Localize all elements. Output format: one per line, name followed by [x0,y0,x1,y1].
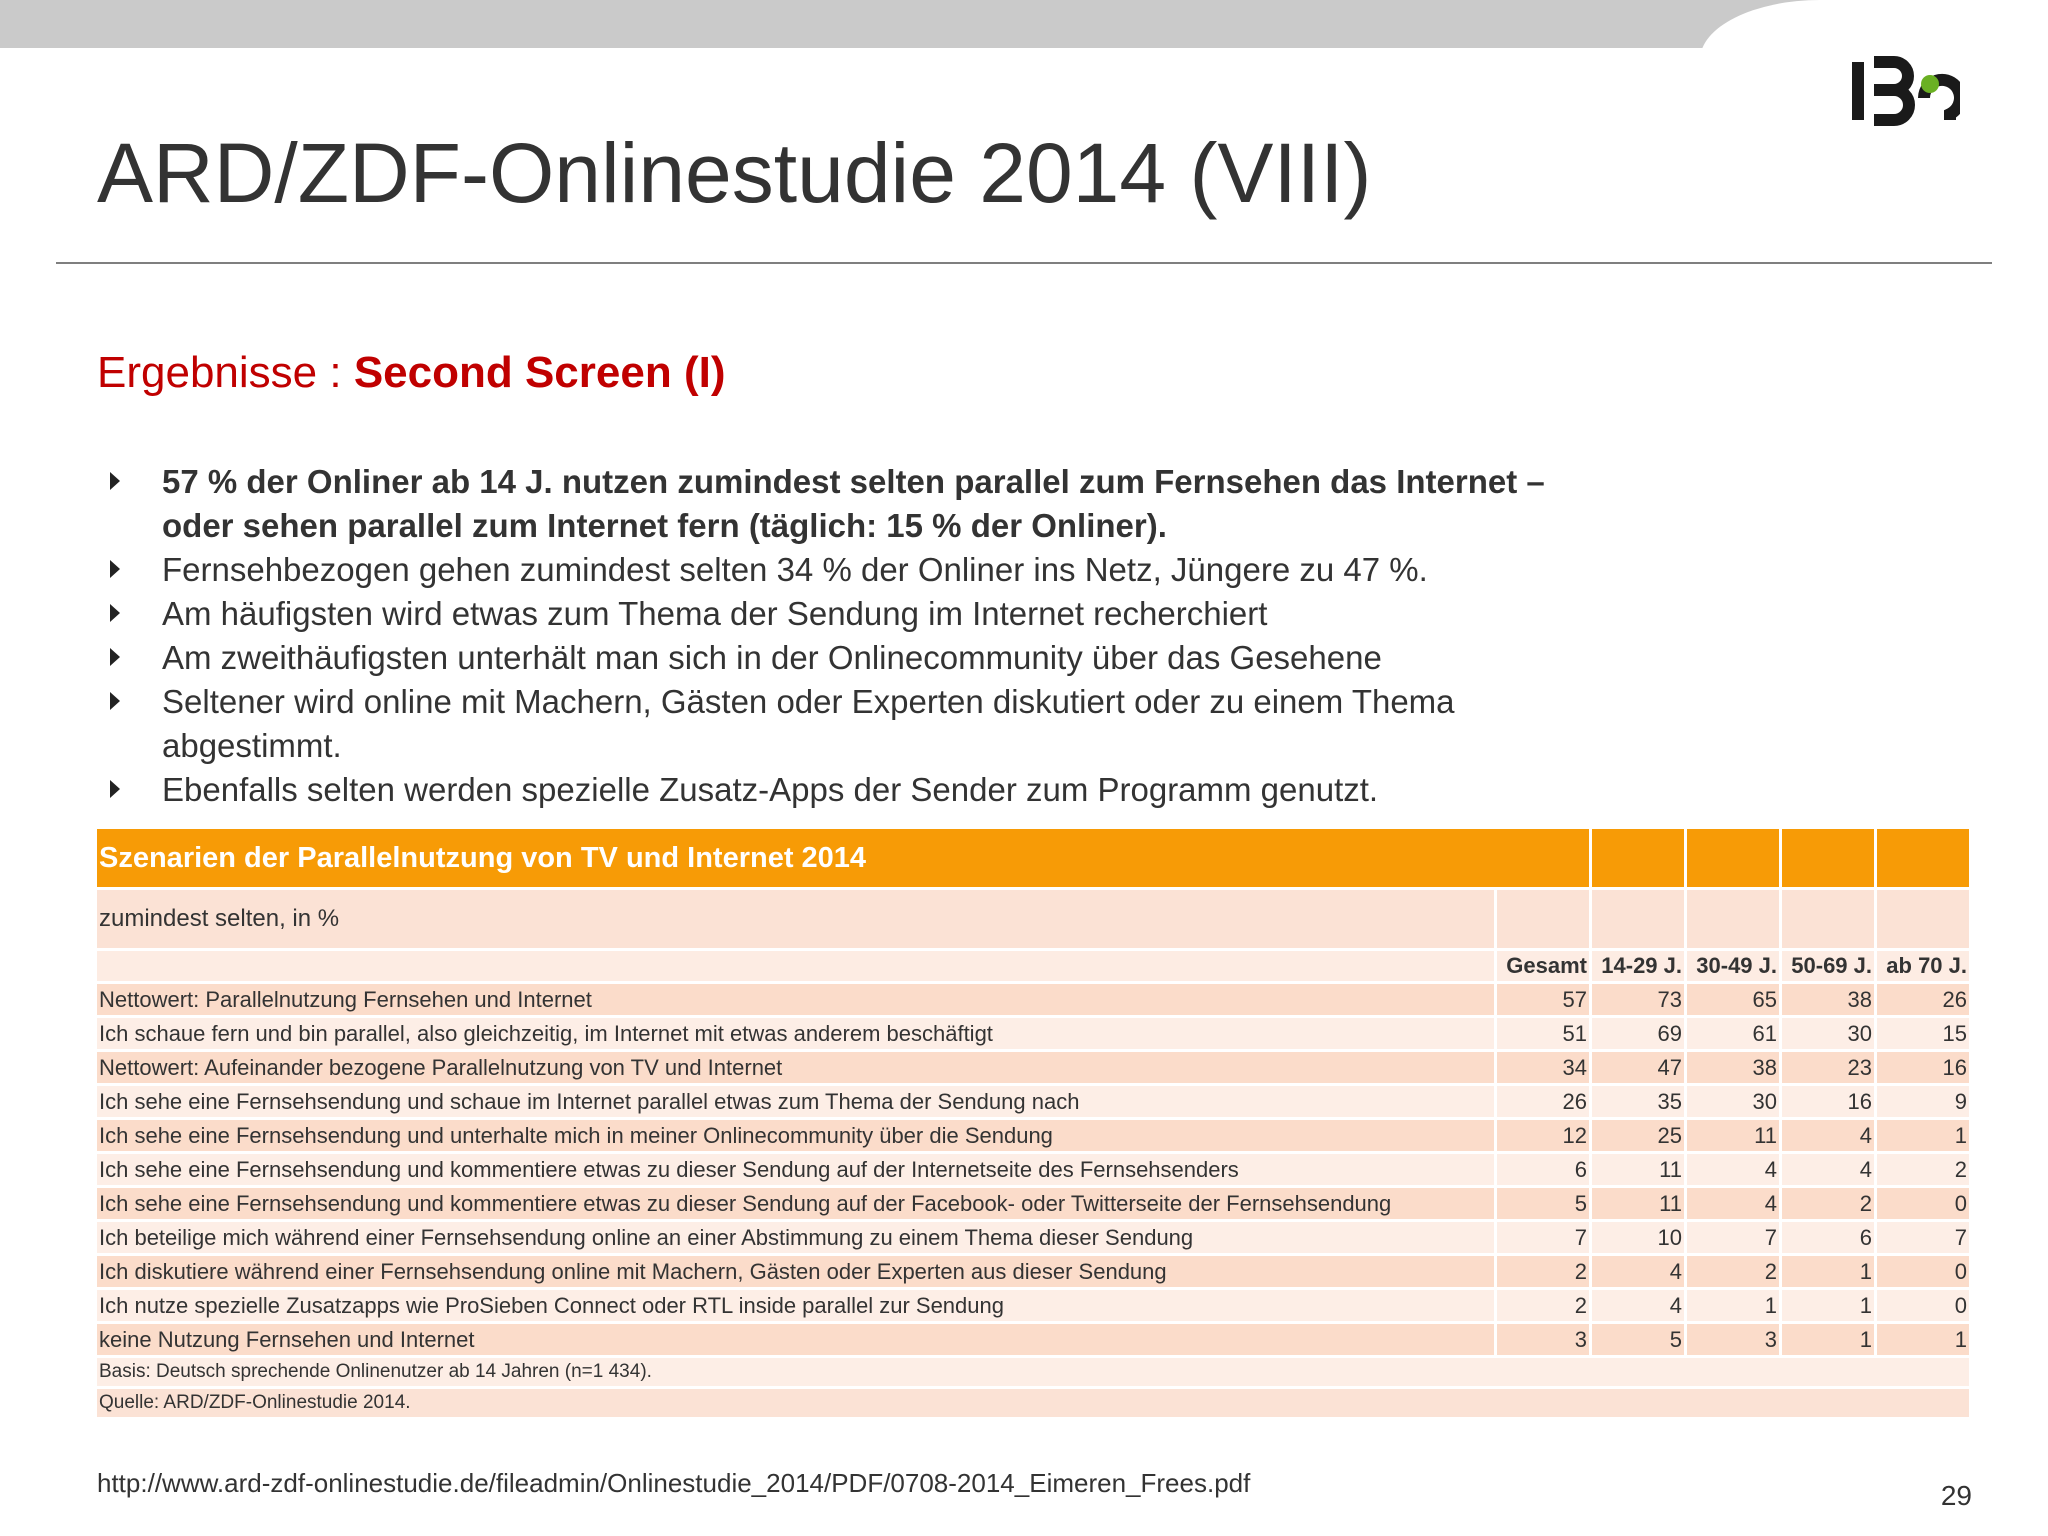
table-column-headers [97,951,1969,981]
row-value: 1 [1782,1324,1874,1355]
row-value: 1 [1877,1324,1969,1355]
row-value: 10 [1592,1222,1684,1253]
table-row [97,1290,1969,1321]
bullet-text: Ebenfalls selten werden spezielle Zusatz-Apps der Sender zum Programm genutzt. [162,771,1379,808]
row-value: 38 [1687,1052,1779,1083]
triangle-bullet-icon [110,560,120,578]
list-item [100,592,1580,636]
row-value: 0 [1877,1290,1969,1321]
source-url: http://www.ard-zdf-onlinestudie.de/fileadmin/Onlinestudie_2014/PDF/0708-2014_Eimeren_Frees.pdf [97,1468,1251,1498]
row-value: 4 [1592,1256,1684,1287]
bullet-text: Seltener wird online mit Machern, Gästen oder Experten diskutiert oder zu einem Thema abgestimmt. [162,683,1455,764]
row-value: 16 [1877,1052,1969,1083]
iba-logo-icon [1850,54,1960,126]
row-value: 3 [1497,1324,1589,1355]
table-title: Szenarien der Parallelnutzung von TV und Internet 2014 [97,829,1589,887]
row-value: 4 [1687,1154,1779,1185]
table-unit-cell [1877,890,1969,948]
bullet-text: Fernsehbezogen gehen zumindest selten 34 % der Onliner ins Netz, Jüngere zu 47 %. [162,551,1428,588]
row-value: 15 [1877,1018,1969,1049]
row-label: Ich beteilige mich während einer Fernsehsendung online an einer Abstimmung zu einem Thema dieser Sendung [97,1222,1494,1253]
section-prefix: Ergebnisse : [97,348,354,397]
row-label: keine Nutzung Fernsehen und Internet [97,1324,1494,1355]
row-value: 1 [1782,1290,1874,1321]
table-source-row [97,1389,1969,1417]
row-value: 1 [1687,1290,1779,1321]
row-value: 30 [1782,1018,1874,1049]
triangle-bullet-icon [110,692,120,710]
bullet-text: Am zweithäufigsten unterhält man sich in der Onlinecommunity über das Gesehene [162,639,1382,676]
row-label: Ich sehe eine Fernsehsendung und unterhalte mich in meiner Onlinecommunity über die Sendung [97,1120,1494,1151]
page-number: 29 [1940,1480,1972,1511]
table-source: Quelle: ARD/ZDF-Onlinestudie 2014. [97,1389,1969,1417]
table-row [97,1256,1969,1287]
row-value: 0 [1877,1256,1969,1287]
row-value: 12 [1497,1120,1589,1151]
data-table-container [97,826,1971,1420]
row-value: 4 [1592,1290,1684,1321]
list-item [100,680,1580,768]
table-row [97,1018,1969,1049]
row-value: 30 [1687,1086,1779,1117]
column-header: 50-69 J. [1782,951,1874,981]
bullet-text: 57 % der Onliner ab 14 J. nutzen zumindest selten parallel zum Fernsehen das Internet – oder sehen parallel zum Internet fern (täglich: 15 % der Onliner). [162,463,1545,544]
bullet-text: Am häufigsten wird etwas zum Thema der Sendung im Internet recherchiert [162,595,1268,632]
table-row [97,1222,1969,1253]
row-value: 73 [1592,984,1684,1015]
row-value: 4 [1782,1120,1874,1151]
table-title-cell [1687,829,1779,887]
row-value: 11 [1592,1154,1684,1185]
row-label: Ich schaue fern und bin parallel, also gleichzeitig, im Internet mit etwas anderem beschäftigt [97,1018,1494,1049]
parallel-usage-table [94,826,1972,1420]
row-value: 51 [1497,1018,1589,1049]
row-label: Ich sehe eine Fernsehsendung und kommentiere etwas zu dieser Sendung auf der Internetseite des Fernsehsenders [97,1154,1494,1185]
list-item [100,768,1580,812]
row-value: 11 [1592,1188,1684,1219]
row-label: Nettowert: Parallelnutzung Fernsehen und Internet [97,984,1494,1015]
table-title-row [97,829,1969,887]
table-unit-row [97,890,1969,948]
row-value: 4 [1782,1154,1874,1185]
row-value: 34 [1497,1052,1589,1083]
row-value: 26 [1877,984,1969,1015]
row-value: 61 [1687,1018,1779,1049]
row-value: 1 [1782,1256,1874,1287]
row-label: Ich sehe eine Fernsehsendung und kommentiere etwas zu dieser Sendung auf der Facebook- oder Twitterseite der Fernsehsendung [97,1188,1494,1219]
column-header: Gesamt [1497,951,1589,981]
row-value: 57 [1497,984,1589,1015]
page-title: ARD/ZDF-Onlinestudie 2014 (VIII) [97,126,1372,220]
list-item [100,548,1580,592]
row-value: 38 [1782,984,1874,1015]
row-label: Ich sehe eine Fernsehsendung und schaue im Internet parallel etwas zum Thema der Sendung nach [97,1086,1494,1117]
table-unit-cell [1497,890,1589,948]
triangle-bullet-icon [110,648,120,666]
row-value: 69 [1592,1018,1684,1049]
table-row [97,1086,1969,1117]
table-row [97,1154,1969,1185]
column-header: 14-29 J. [1592,951,1684,981]
row-value: 65 [1687,984,1779,1015]
table-title-cell [1592,829,1684,887]
list-item [100,460,1580,548]
table-title-cell [1877,829,1969,887]
row-value: 2 [1687,1256,1779,1287]
table-unit: zumindest selten, in % [97,890,1494,948]
triangle-bullet-icon [110,604,120,622]
column-header: 30-49 J. [1687,951,1779,981]
table-body [97,984,1969,1355]
table-row [97,1324,1969,1355]
column-header-blank [97,951,1494,981]
row-value: 1 [1877,1120,1969,1151]
triangle-bullet-icon [110,780,120,798]
table-title-cell [1782,829,1874,887]
row-value: 11 [1687,1120,1779,1151]
row-value: 4 [1687,1188,1779,1219]
row-value: 0 [1877,1188,1969,1219]
table-unit-cell [1782,890,1874,948]
row-label: Nettowert: Aufeinander bezogene Parallelnutzung von TV und Internet [97,1052,1494,1083]
list-item [100,636,1580,680]
row-value: 2 [1497,1290,1589,1321]
row-value: 2 [1877,1154,1969,1185]
section-heading [97,348,725,398]
row-value: 3 [1687,1324,1779,1355]
row-value: 7 [1497,1222,1589,1253]
row-value: 47 [1592,1052,1684,1083]
row-value: 2 [1497,1256,1589,1287]
row-label: Ich diskutiere während einer Fernsehsendung online mit Machern, Gästen oder Experten aus dieser Sendung [97,1256,1494,1287]
row-value: 6 [1782,1222,1874,1253]
table-basis-row [97,1358,1969,1386]
row-value: 2 [1782,1188,1874,1219]
row-value: 35 [1592,1086,1684,1117]
table-row [97,1188,1969,1219]
row-value: 6 [1497,1154,1589,1185]
row-value: 23 [1782,1052,1874,1083]
section-highlight: Second Screen (I) [353,348,726,397]
table-basis: Basis: Deutsch sprechende Onlinenutzer ab 14 Jahren (n=1 434). [97,1358,1969,1386]
table-row [97,1052,1969,1083]
column-header: ab 70 J. [1877,951,1969,981]
row-value: 26 [1497,1086,1589,1117]
triangle-bullet-icon [110,472,120,490]
table-row [97,984,1969,1015]
row-value: 5 [1592,1324,1684,1355]
row-value: 16 [1782,1086,1874,1117]
row-value: 5 [1497,1188,1589,1219]
row-label: Ich nutze spezielle Zusatzapps wie ProSieben Connect oder RTL inside parallel zur Sendung [97,1290,1494,1321]
table-unit-cell [1592,890,1684,948]
bullet-list [100,460,1580,812]
row-value: 7 [1687,1222,1779,1253]
row-value: 7 [1877,1222,1969,1253]
table-unit-cell [1687,890,1779,948]
row-value: 25 [1592,1120,1684,1151]
title-divider [56,262,1992,264]
table-row [97,1120,1969,1151]
row-value: 9 [1877,1086,1969,1117]
